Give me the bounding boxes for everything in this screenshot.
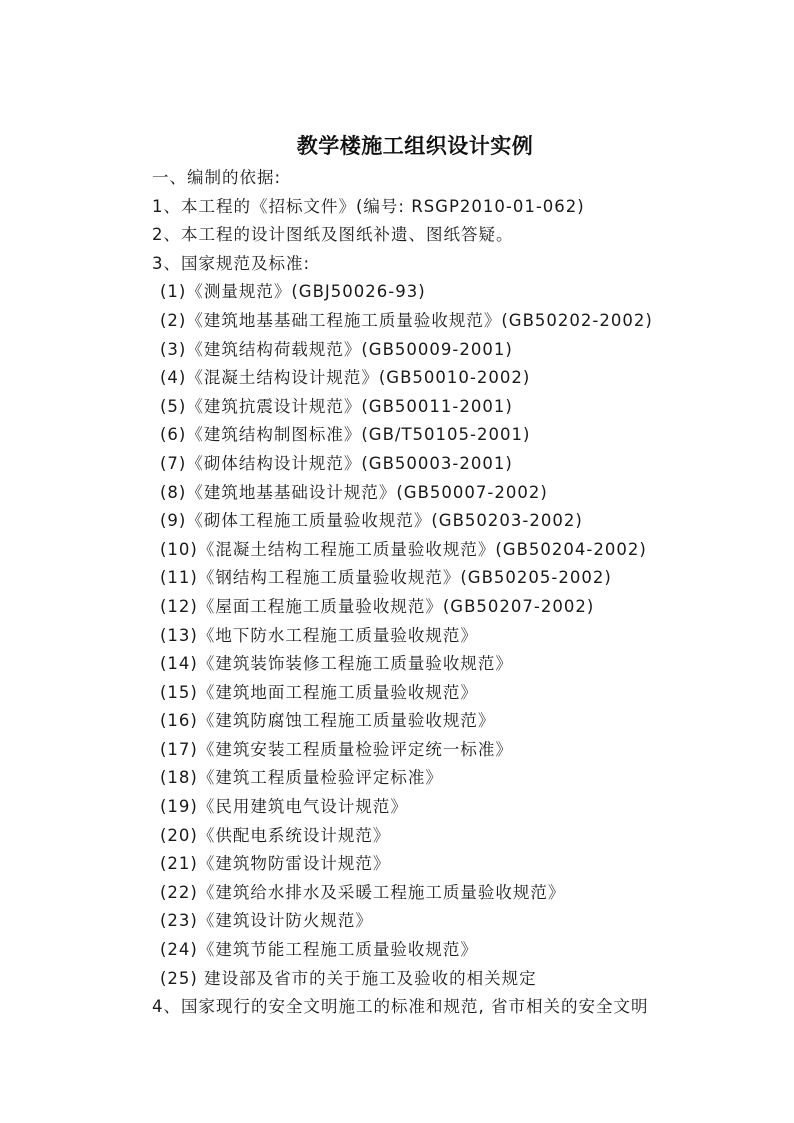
standard-item: (22)《建筑给水排水及采暖工程施工质量验收规范》: [160, 882, 566, 902]
standard-item: (15)《建筑地面工程施工质量验收规范》: [160, 682, 478, 702]
standard-item: (18)《建筑工程质量检验评定标准》: [160, 768, 443, 788]
standard-item: (10)《混凝土结构工程施工质量验收规范》(GB50204-2002): [160, 539, 647, 559]
standard-item: (6)《建筑结构制图标准》(GB/T50105-2001): [160, 425, 531, 445]
standard-item: (2)《建筑地基基础工程施工质量验收规范》(GB50202-2002): [160, 310, 653, 330]
document-body: [0, 164, 794, 1022]
standard-item: (21)《建筑物防雷设计规范》: [160, 854, 391, 874]
standard-item: (19)《民用建筑电气设计规范》: [160, 797, 408, 817]
standard-item: (24)《建筑节能工程施工质量验收规范》: [160, 940, 478, 960]
standard-item: (3)《建筑结构荷载规范》(GB50009-2001): [160, 339, 513, 359]
standard-item: (13)《地下防水工程施工质量验收规范》: [160, 625, 478, 645]
page-title: 教学楼施工组织设计实例: [296, 133, 534, 158]
standard-item: (7)《砌体结构设计规范》(GB50003-2001): [160, 453, 513, 473]
standard-item: (20)《供配电系统设计规范》: [160, 825, 391, 845]
standard-item: (8)《建筑地基基础设计规范》(GB50007-2002): [160, 482, 548, 502]
standard-item: (5)《建筑抗震设计规范》(GB50011-2001): [160, 396, 513, 416]
standard-item: (12)《屋面工程施工质量验收规范》(GB50207-2002): [160, 596, 595, 616]
standard-item: (16)《建筑防腐蚀工程施工质量验收规范》: [160, 711, 496, 731]
standard-item: (9)《砌体工程施工质量验收规范》(GB50203-2002): [160, 511, 583, 531]
list-item: 4、国家现行的安全文明施工的标准和规范, 省市相关的安全文明: [152, 997, 649, 1017]
section-heading: 一、编制的依据:: [152, 168, 282, 187]
standard-item: (23)《建筑设计防火规范》: [160, 911, 373, 931]
standard-item: (1)《测量规范》(GBJ50026-93): [160, 282, 426, 302]
list-item: 1、本工程的《招标文件》(编号: RSGP2010-01-062): [152, 196, 585, 216]
list-item: 2、本工程的设计图纸及图纸补遗、图纸答疑。: [152, 225, 514, 245]
standard-item: (11)《钢结构工程施工质量验收规范》(GB50205-2002): [160, 568, 612, 588]
standard-item: (14)《建筑装饰装修工程施工质量验收规范》: [160, 654, 513, 674]
standard-item: (17)《建筑安装工程质量检验评定统一标准》: [160, 739, 513, 759]
standard-item: (4)《混凝土结构设计规范》(GB50010-2002): [160, 368, 531, 388]
list-item: 3、国家规范及标准:: [152, 253, 311, 273]
standard-item: (25) 建设部及省市的关于施工及验收的相关规定: [160, 968, 537, 988]
